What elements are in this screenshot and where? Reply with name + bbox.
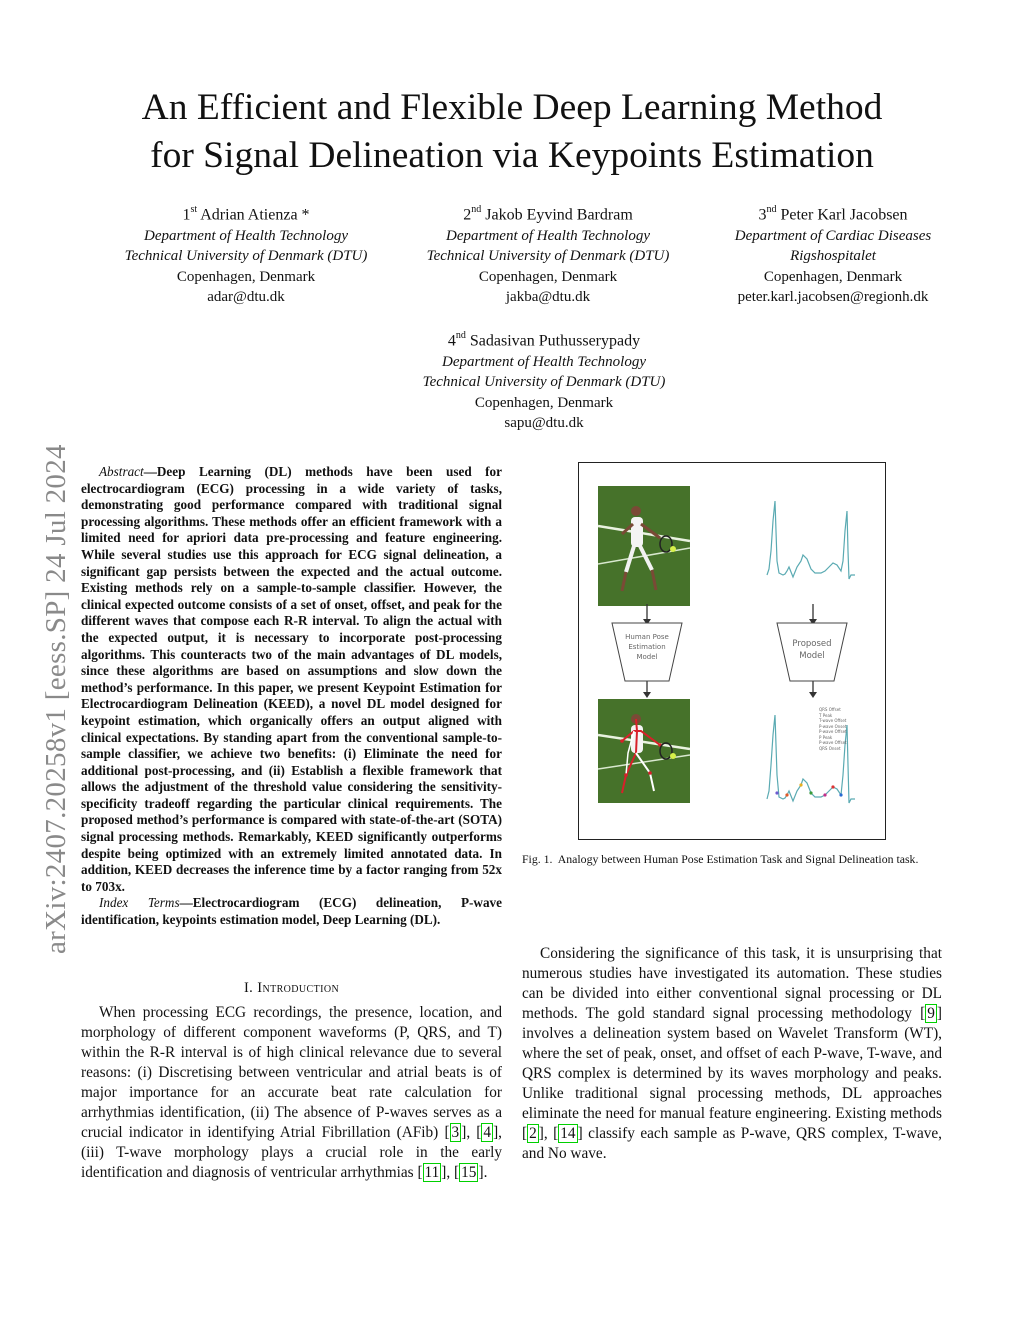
author-ordinal-suffix: nd	[455, 330, 466, 341]
keypoint-legend	[819, 707, 847, 751]
model-label-line: Model	[636, 653, 658, 661]
author-department: Department of Cardiac Diseases	[734, 227, 932, 244]
text-run: ,	[446, 1164, 455, 1181]
title-line-2: for Signal Delineation via Keypoints Estimation	[150, 135, 874, 176]
author-name: Sadasivan Puthusserypady	[469, 332, 641, 350]
author-department: Department of Health Technology	[441, 353, 646, 370]
legend-entry: P-wave Onset	[819, 723, 847, 729]
model-label-line: Estimation	[628, 643, 666, 651]
citation-link[interactable]: 2	[529, 1125, 537, 1142]
legend-entry: P-wave Offset	[819, 740, 847, 745]
author-city: Copenhagen, Denmark	[478, 268, 618, 285]
model-label	[611, 632, 683, 662]
legend-entry: T Peak	[819, 712, 833, 718]
index-terms-text: —Electrocardiogram (ECG) delineation, P-wave identification, keypoints estimation model, Deep Learning (DL).	[81, 895, 502, 928]
title-line-1: An Efficient and Flexible Deep Learning Method	[141, 87, 883, 128]
author-institution: Technical University of Denmark (DTU)	[124, 248, 368, 265]
text-run: ,	[466, 1124, 477, 1141]
citation-link[interactable]: 11	[424, 1164, 440, 1181]
citation-link[interactable]: 3	[451, 1124, 460, 1141]
author-institution: Technical University of Denmark (DTU)	[422, 374, 666, 391]
author-name: Adrian Atienza *	[200, 206, 310, 224]
keypoint-marker	[839, 793, 842, 796]
arxiv-identifier: arXiv:2407.20258v1 [eess.SP] 24 Jul 2024	[40, 444, 72, 954]
human-pose-estimation-model-box	[611, 622, 683, 686]
citation-link[interactable]: 4	[483, 1124, 492, 1141]
author-ordinal: 4	[447, 332, 456, 350]
author-ordinal: 3	[758, 206, 767, 224]
intro-paragraph-1: When processing ECG recordings, the presence, location, and morphology of different component waveforms (P, QRS, and T) within the R-R interval is of high clinical relevance due to several reasons: (i) Discretising between ventricular and atrial beats is of major importance for an accurate beat rate calculation for arrhythmias identification, (ii) The absence of P-waves serves as a crucial indicator in identifying Atrial Fibrillation (AFib) [ 3 ], [ 4 ], (iii) T-wave morphology plays a crucial role in the early identification and diagnosis of ventricular arrhythmias [ 11 ], [ 15 ].	[81, 1004, 502, 1181]
legend-entry: QRS Offset	[819, 707, 841, 712]
abstract	[81, 464, 502, 929]
keypoint-marker	[775, 791, 778, 794]
author-block-3	[698, 201, 968, 308]
text-run: , (iii) T-wave morphology plays a crucial role in the early identification and diagnosis of ventricular arrhythmias	[81, 1124, 502, 1181]
legend-entry: QRS Onset	[819, 745, 841, 751]
author-name: Jakob Eyvind Bardram	[485, 206, 633, 224]
author-block-1	[96, 201, 396, 308]
keypoint-marker	[809, 791, 812, 794]
text-run: involves a delineation system based on Wavelet Transform (WT), where the set of peak, onset, and offset of each P-wave, T-wave, and QRS complex is determined by its waves morphology and peaks. Unlike traditional signal processing methods, DL approaches eliminate the need for manual feature engineering. Existing methods	[522, 1025, 942, 1122]
model-label	[776, 638, 848, 662]
legend-entry: P-wave Offset	[819, 729, 847, 734]
abstract-label: Abstract	[99, 464, 144, 479]
keypoint-marker	[799, 783, 802, 786]
author-email[interactable]: adar@dtu.dk	[207, 289, 285, 306]
text-run: classify each sample as P-wave, QRS complex, T-wave, and No wave.	[522, 1125, 943, 1162]
paper-title	[90, 84, 934, 180]
text-run: Considering the significance of this task, it is unsurprising that numerous studies have investigated its automation. These studies can be divided into either conventional signal processing or DL methods. The gold standard signal processing methodology	[522, 945, 942, 1022]
abstract-text: —Deep Learning (DL) methods have been used for electrocardiogram (ECG) processing in a wide variety of tasks, demonstrating good performance compared with traditional signal processing algorithms. These methods offer an efficient framework with a limited need for apriori data pre-processing and feature engineering. While several studies use this approach for ECG signal delineation, a significant gap persists between the expected and the actual outcome. Existing methods rely on a sample-to-sample classifier. However, the clinical expected outcome consists of a set of onset, offset, and peak for the different waves that compose each R-R interval. To align the actual with the expected output, it is necessary to incorporate post-processing algorithms. This counteracts two of the main advantages of DL models, since these algorithms are based on assumptions and slow down the method’s performance. In this paper, we present Keypoint Estimation for Electrocardiogram Delineation (KEED), a novel DL model designed for keypoint estimation, which organically offers an output aligned with clinical expectations. By standing apart from the conventional sample-to-sample classifier, we achieve two benefits: (i) Eliminate the need for additional post-processing, and (ii) Establish a flexible framework that allows the adjustment of the threshold value considering the sensitivity-specificity tradeoff regarding the particular clinical requirements. The proposed method’s performance is compared with state-of-the-art (SOTA) signal processing methods. Remarkably, KEED significantly outperforms despite being optimized with an extremely limited annotated data. In addition, KEED decreases the inference time by a factor ranging from 52x to 703x.	[81, 464, 502, 894]
author-institution: Rigshospitalet	[790, 248, 876, 265]
author-city: Copenhagen, Denmark	[763, 268, 903, 285]
author-institution: Technical University of Denmark (DTU)	[426, 248, 670, 265]
legend-entry: P Peak	[819, 734, 833, 740]
ecg-keypoints-signal	[763, 705, 863, 815]
figure-1	[578, 462, 886, 840]
text-run: .	[483, 1164, 488, 1181]
tennis-player-photo	[598, 486, 690, 606]
author-block-4	[394, 327, 694, 434]
model-label-line: Human Pose	[625, 633, 669, 641]
author-department: Department of Health Technology	[445, 227, 650, 244]
author-ordinal-suffix: nd	[471, 204, 482, 215]
author-department: Department of Health Technology	[143, 227, 348, 244]
author-city: Copenhagen, Denmark	[474, 394, 614, 411]
author-ordinal-suffix: st	[190, 204, 198, 215]
author-ordinal: 2	[463, 206, 472, 224]
keypoint-marker	[785, 793, 788, 796]
model-label-line: Proposed	[792, 639, 832, 649]
tennis-pose-photo	[598, 699, 690, 803]
citation-link[interactable]: 15	[461, 1164, 477, 1181]
author-name: Peter Karl Jacobsen	[780, 206, 908, 224]
keypoint-marker	[823, 793, 826, 796]
keypoint-marker	[831, 785, 834, 788]
author-block-2	[398, 201, 698, 308]
legend-entry: T-wave Offset	[819, 718, 847, 723]
caption-label: Fig. 1.	[522, 852, 553, 866]
proposed-model-box	[776, 622, 848, 686]
author-email[interactable]: peter.karl.jacobsen@regionh.dk	[737, 289, 929, 306]
author-city: Copenhagen, Denmark	[176, 268, 316, 285]
author-email[interactable]: jakba@dtu.dk	[505, 289, 591, 306]
author-ordinal: 1	[182, 206, 191, 224]
index-terms-label: Index Terms	[99, 895, 180, 911]
text-run: ,	[543, 1125, 554, 1142]
author-ordinal-suffix: nd	[766, 204, 777, 215]
model-label-line: Model	[799, 651, 825, 661]
figure-caption	[522, 852, 942, 867]
intro-paragraph-2: Considering the significance of this task, it is unsurprising that numerous studies have investigated its automation. These studies can be divided into either conventional signal processing or DL methods. The gold standard signal processing methodology [ 9 ] involves a delineation system based on Wavelet Transform (WT), where the set of peak, onset, and offset of each P-wave, T-wave, and QRS complex is determined by its waves morphology and peaks. Unlike traditional signal processing methods, DL approaches eliminate the need for manual feature engineering. Existing methods [ 2 ], [ 14 ] classify each sample as P-wave, QRS complex, T-wave, and No wave.	[522, 945, 943, 1162]
caption-text: Analogy between Human Pose Estimation Task and Signal Delineation task.	[557, 852, 919, 866]
author-email[interactable]: sapu@dtu.dk	[504, 415, 584, 432]
text-run: When processing ECG recordings, the presence, location, and morphology of different component waveforms (P, QRS, and T) within the R-R interval is of high clinical relevance due to several reasons: (i) Discretising between ventricular and atrial beats is of major importance for an accurate beat rate calculation for arrhythmias identification, (ii) The absence of P-waves serves as a crucial indicator in identifying Atrial Fibrillation (AFib)	[81, 1004, 502, 1141]
ecg-signal	[763, 491, 863, 591]
citation-link[interactable]: 14	[560, 1125, 576, 1142]
citation-link[interactable]: 9	[927, 1005, 935, 1022]
section-heading-introduction: I. Introduction	[243, 980, 340, 996]
